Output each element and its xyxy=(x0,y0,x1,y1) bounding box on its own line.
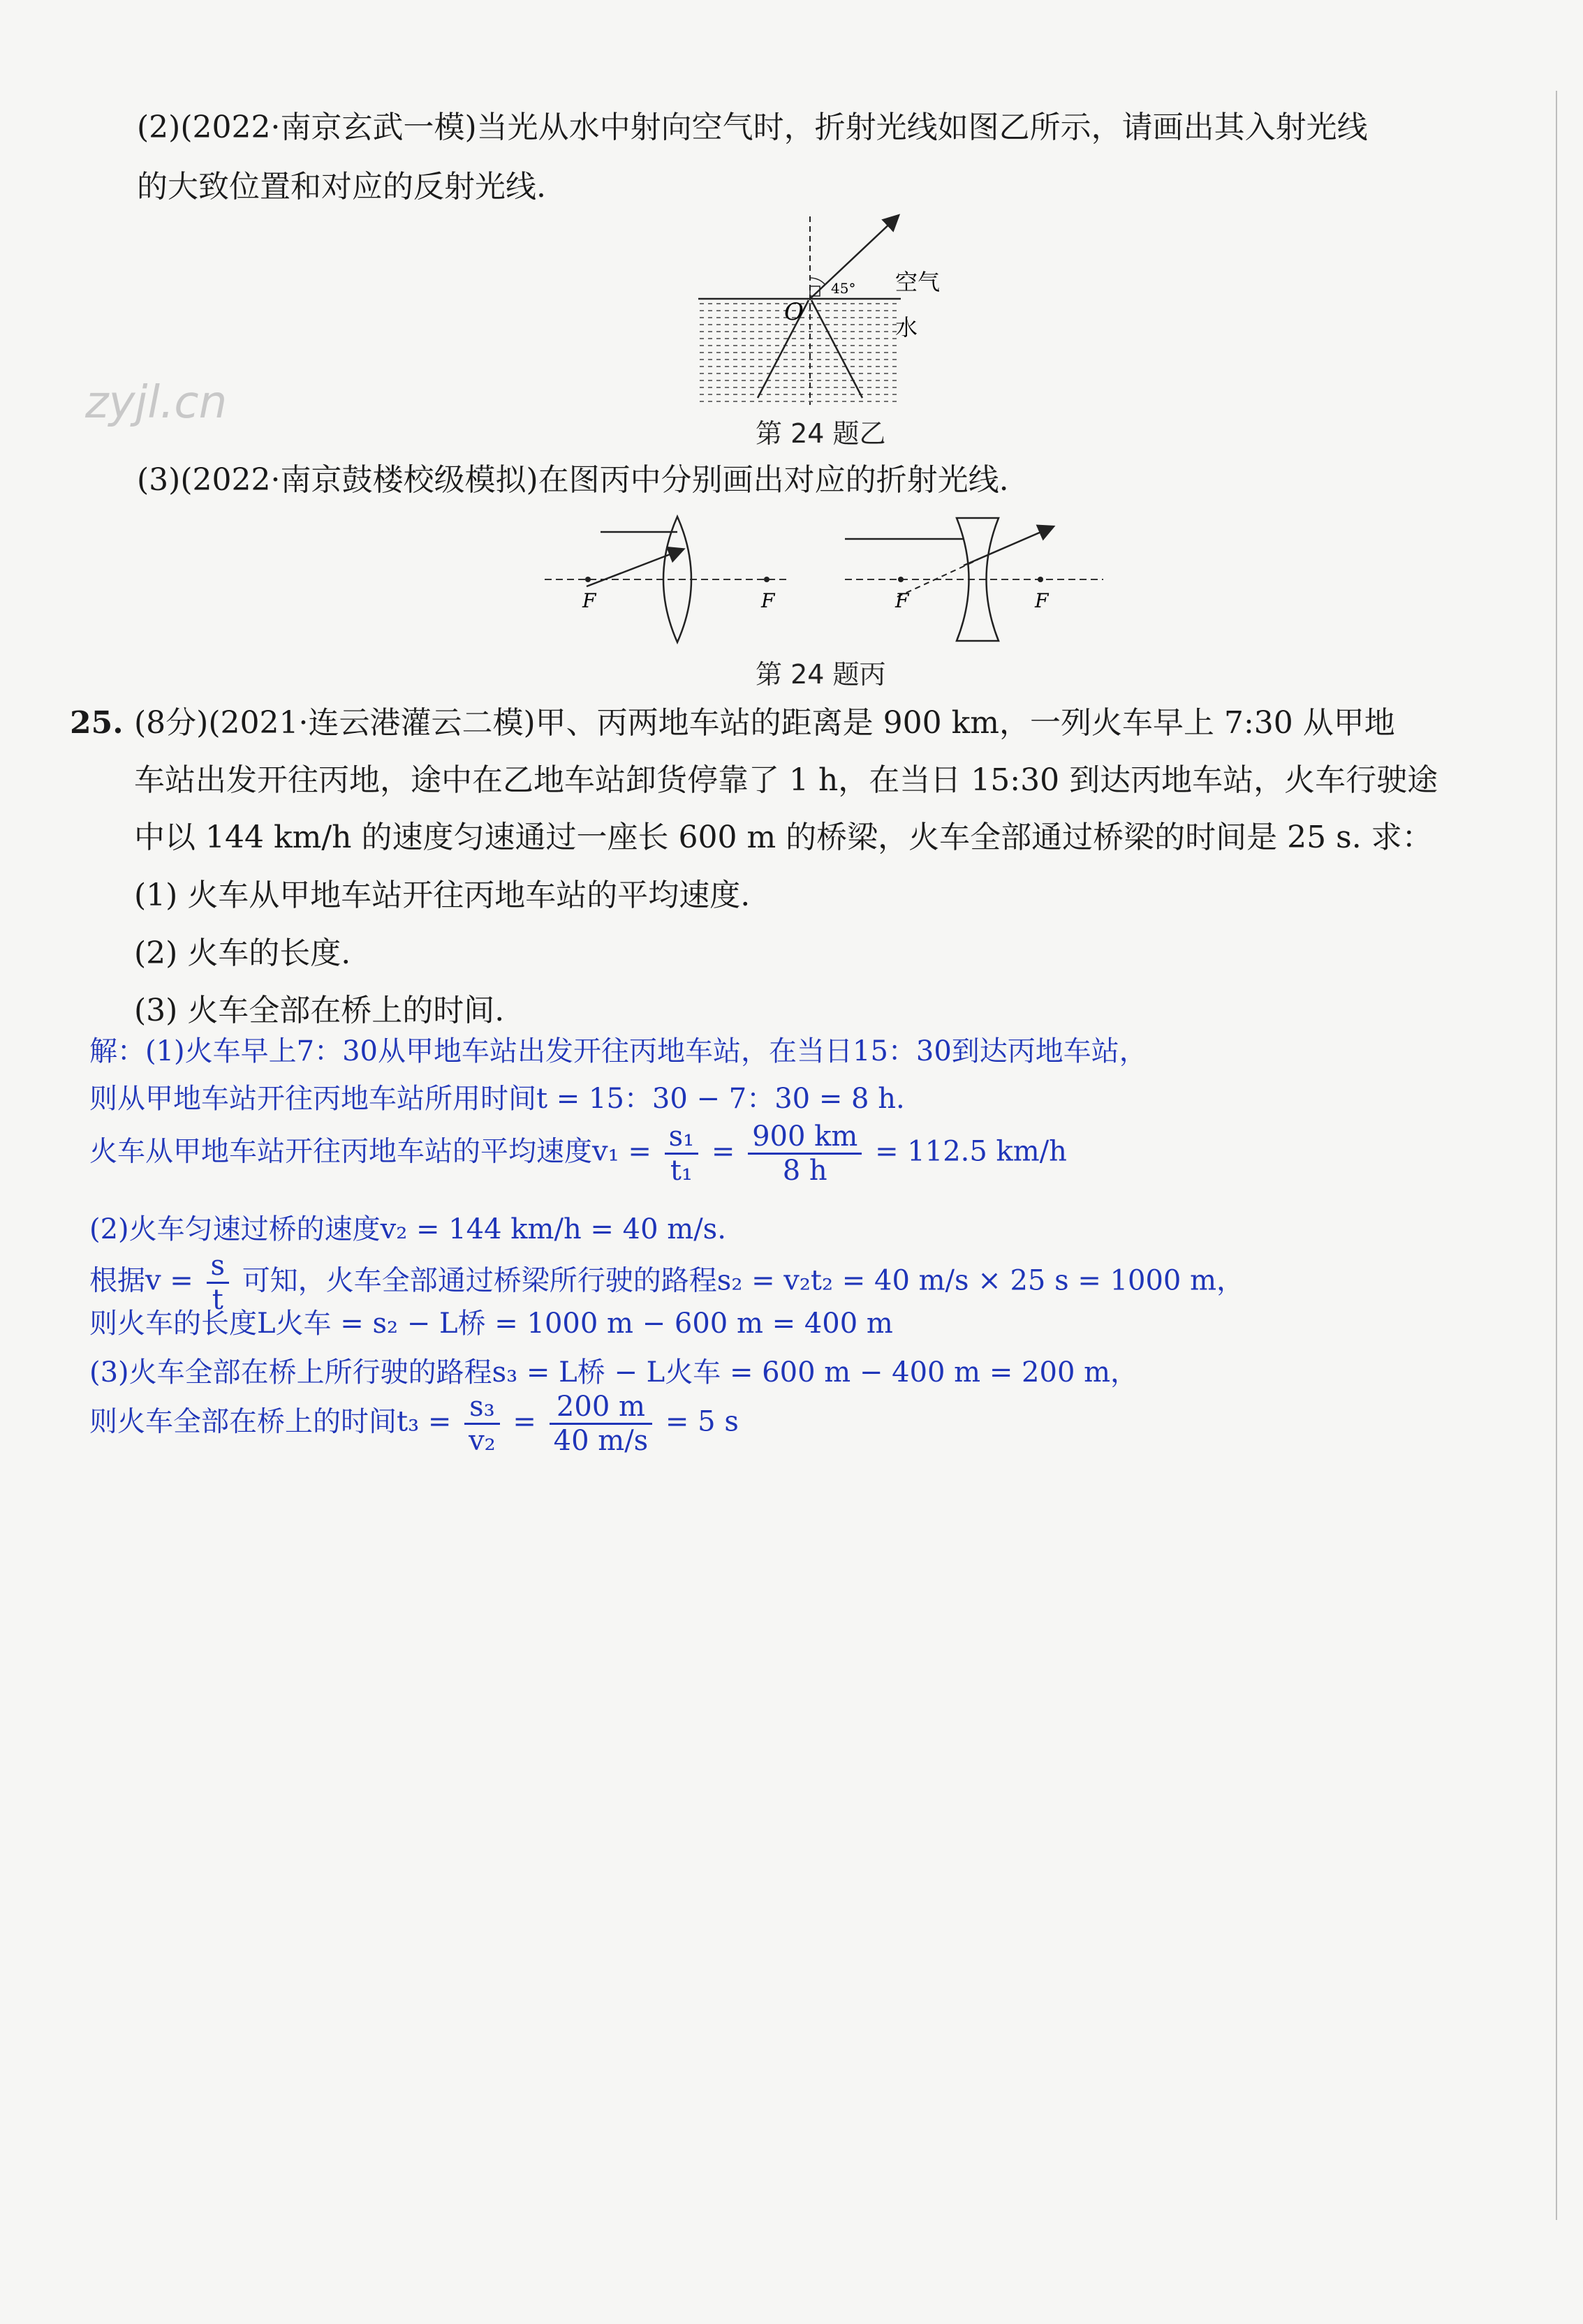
figure-yi xyxy=(691,209,957,412)
angle-label: 45° xyxy=(831,280,856,297)
air-label: 空气 xyxy=(895,269,941,295)
solution-line6: 则火车的长度L火车 = s₂ − L桥 = 1000 m − 600 m = 400 m xyxy=(89,1308,893,1340)
solution-line8 xyxy=(89,1391,739,1457)
figure-bing-caption: 第 24 题丙 xyxy=(756,659,886,690)
q25-sub3: (3) 火车全部在桥上的时间. xyxy=(134,993,505,1028)
watermark: zyjl.cn xyxy=(85,377,228,429)
q24-2-line2: 的大致位置和对应的反射光线. xyxy=(137,169,546,205)
solution-line3 xyxy=(89,1120,1067,1187)
water-label: 水 xyxy=(895,314,918,341)
convex-focus-right xyxy=(764,577,770,582)
concave-focus-left-label: F xyxy=(895,589,909,612)
q24-3-line1: (3)(2022·南京鼓楼校级模拟)在图丙中分别画出对应的折射光线. xyxy=(137,462,1009,498)
figure-yi-caption: 第 24 题乙 xyxy=(756,418,886,449)
convex-focus-left-label: F xyxy=(582,589,596,612)
convex-focus-right-label: F xyxy=(761,589,775,612)
solution-line4: (2)火车匀速过桥的速度v₂ = 144 km/h = 40 m/s. xyxy=(89,1213,726,1245)
equals-sign: = xyxy=(711,1135,735,1168)
solution-line1: 解：(1)火车早上7：30从甲地车站出发开往丙地车站，在当日15：30到达丙地车站， xyxy=(89,1035,1147,1067)
solution-line5-post: 可知，火车全部通过桥梁所行驶的路程s₂ = v₂t₂ = 40 m/s × 25 s = 1000 m， xyxy=(242,1264,1245,1297)
q25-line3: 中以 144 km/h 的速度匀速通过一座长 600 m 的桥梁，火车全部通过桥梁的时间是 25 s. 求： xyxy=(134,820,1433,855)
fraction-s1-t1: $\frac{\text{s₁}}{\text{t₁}}$ xyxy=(665,1120,699,1187)
fraction-s-t: $\frac{s}{t}$ xyxy=(207,1250,230,1316)
solution-line5-pre: 根据v = xyxy=(89,1264,193,1297)
solution-line7: (3)火车全部在桥上所行驶的路程s₃ = L桥 − L火车 = 600 m − 400 m = 200 m， xyxy=(89,1356,1139,1389)
solution-line3-pre: 火车从甲地车站开往丙地车站的平均速度v₁ = xyxy=(89,1135,651,1168)
solution-line3-post: = 112.5 km/h xyxy=(875,1135,1067,1168)
point-o-label: O xyxy=(784,298,804,326)
figure-bing xyxy=(538,510,1117,649)
convex-focus-left xyxy=(585,577,591,582)
q25-sub1: (1) 火车从甲地车站开往丙地车站的平均速度. xyxy=(134,878,751,913)
page-edge-line xyxy=(1556,91,1557,2220)
q25-line1: (8分)(2021·连云港灌云二模)甲、丙两地车站的距离是 900 km，一列火车早上 7:30 从甲地 xyxy=(134,705,1395,741)
q25-number: 25. xyxy=(70,705,124,741)
q25-line2: 车站出发开往丙地，途中在乙地车站卸货停靠了 1 h，在当日 15:30 到达丙地车站，火车行驶途 xyxy=(134,762,1438,798)
equals-sign-2: = xyxy=(513,1405,536,1438)
angle-arc xyxy=(810,278,825,285)
concave-focus-right xyxy=(1038,577,1043,582)
fraction-200m-40ms: $\frac{200 m}{40 m/s}$ xyxy=(550,1391,653,1457)
solution-line8-pre: 则火车全部在桥上的时间t₃ = xyxy=(89,1405,452,1438)
q25-sub2: (2) 火车的长度. xyxy=(134,935,351,971)
q24-2-line1: (2)(2022·南京玄武一模)当光从水中射向空气时，折射光线如图乙所示，请画出其入射光线 xyxy=(137,110,1368,145)
concave-focus-left xyxy=(898,577,904,582)
solution-line2: 则从甲地车站开往丙地车站所用时间t = 15：30 − 7：30 = 8 h. xyxy=(89,1083,905,1115)
fraction-900km-8h: $\frac{900 km}{8 h}$ xyxy=(748,1120,862,1187)
concave-focus-right-label: F xyxy=(1035,589,1049,612)
fraction-s3-v2: $\frac{\text{s₃}}{\text{v₂}}$ xyxy=(464,1391,500,1457)
solution-line8-post: = 5 s xyxy=(665,1405,739,1438)
concave-ray-toward-focus xyxy=(964,529,1047,565)
